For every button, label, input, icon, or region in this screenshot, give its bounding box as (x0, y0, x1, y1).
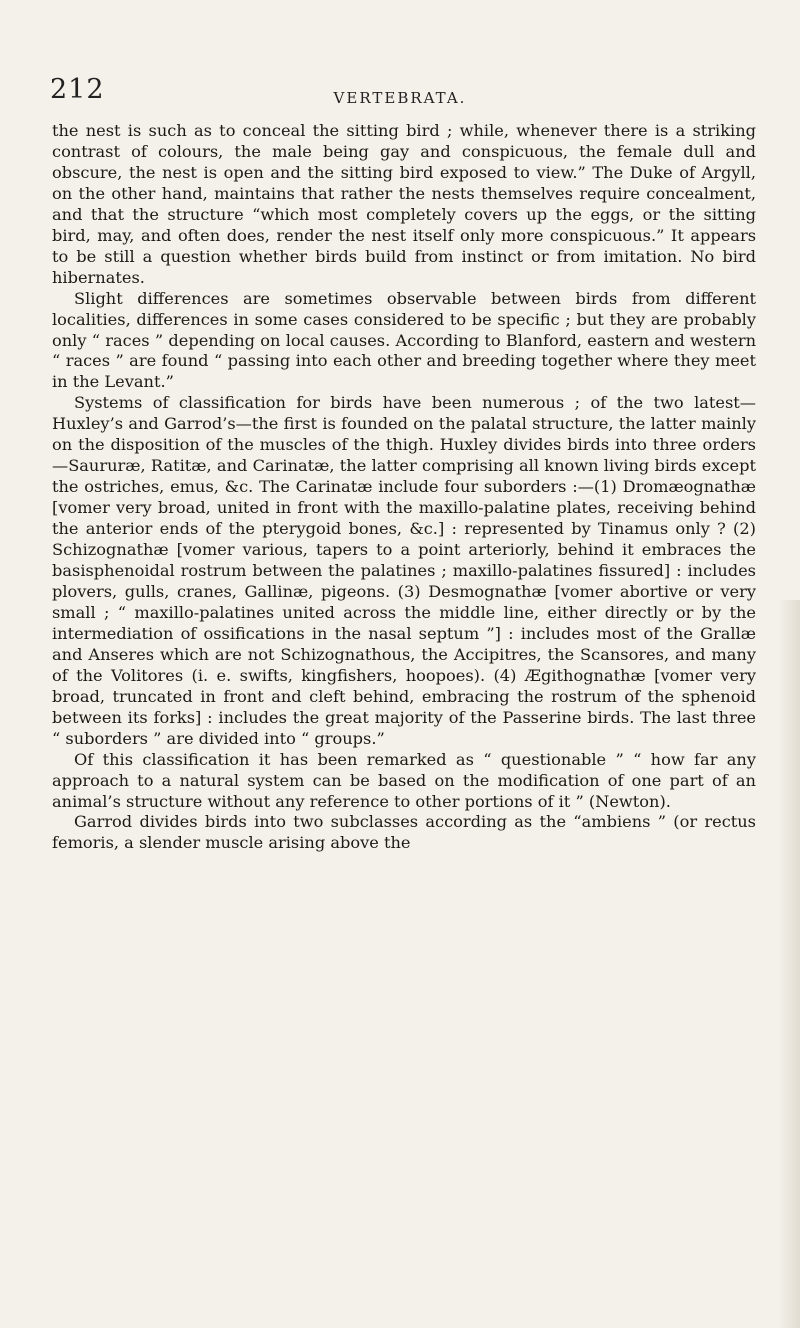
paragraph-nest-concealment: the nest is such as to conceal the sitting bird ; while, whenever there is a striking contrast of colours, the male being gay and conspicuous, the female dull and obscure, the nest is open and the sitting bird exposed to view.” The Duke of Argyll, on the other hand, maintains that rather the nests themselves require concealment, and that the structure “which most completely covers up the eggs, or the sitting bird, may, and often does, render the nest itself only more conspicuous.” It appears to be still a question whether birds build from instinct or from imitation. No bird hibernates. (52, 121, 756, 287)
paragraph-classification-critique: Of this classification it has been remarked as “ questionable ” “ how far any approach to a natural system can be based on the modification of one part of an animal’s structure without any reference to other portions of it ” (Newton). (52, 749, 756, 811)
body-text (52, 121, 756, 854)
paragraph-classification-systems: Systems of classification for birds have been numerous ; of the two latest—Huxley’s and Garrod’s—the first is founded on the palatal structure, the latter mainly on the disposition of the muscles of the thigh. Huxley divides birds into three orders—Saururæ, Ratitæ, and Carinatæ, the latter comprising all known living birds except the ostriches, emus, &c. The Carinatæ include four suborders :—(1) Dromæognathæ [vomer very broad, united in front with the maxillo-palatine plates, receiving behind the anterior ends of the pterygoid bones, &c.] : represented by Tinamus only ? (2) Schizognathæ [vomer various, tapers to a point arteriorly, behind it embraces the basisphenoidal rostrum between the palatines ; maxillo-palatines fissured] : includes plovers, gulls, cranes, Gallinæ, pigeons. (3) Desmognathæ [vomer abortive or very small ; “ maxillo-palatines united across the middle line, either directly or by the intermediation of ossifications in the nasal septum ”] : includes most of the Grallæ and Anseres which are not Schizognathous, the Accipitres, the Scansores, and many of the Volitores (i. e. swifts, kingfishers, hoopoes). (4) Ægithognathæ [vomer very broad, truncated in front and cleft behind, embracing the rostrum of the sphenoid between its forks] : includes the great majority of the Passerine birds. The last three “ suborders ” are divided into “ groups.” (52, 393, 756, 748)
page-edge-shadow (778, 600, 800, 1328)
paragraph-garrod: Garrod divides birds into two subclasses according as the “ambiens ” (or rectus femoris, a slender muscle arising above the (52, 812, 756, 853)
page-number: 212 (50, 74, 105, 105)
running-title: VERTEBRATA. (333, 89, 467, 107)
paragraph-local-races: Slight differences are sometimes observable between birds from different localities, differences in some cases considered to be specific ; but they are probably only “ races ” depending on local causes. According to Blanford, eastern and western “ races ” are found “ passing into each other and breeding together where they meet in the Levant.” (52, 288, 756, 392)
